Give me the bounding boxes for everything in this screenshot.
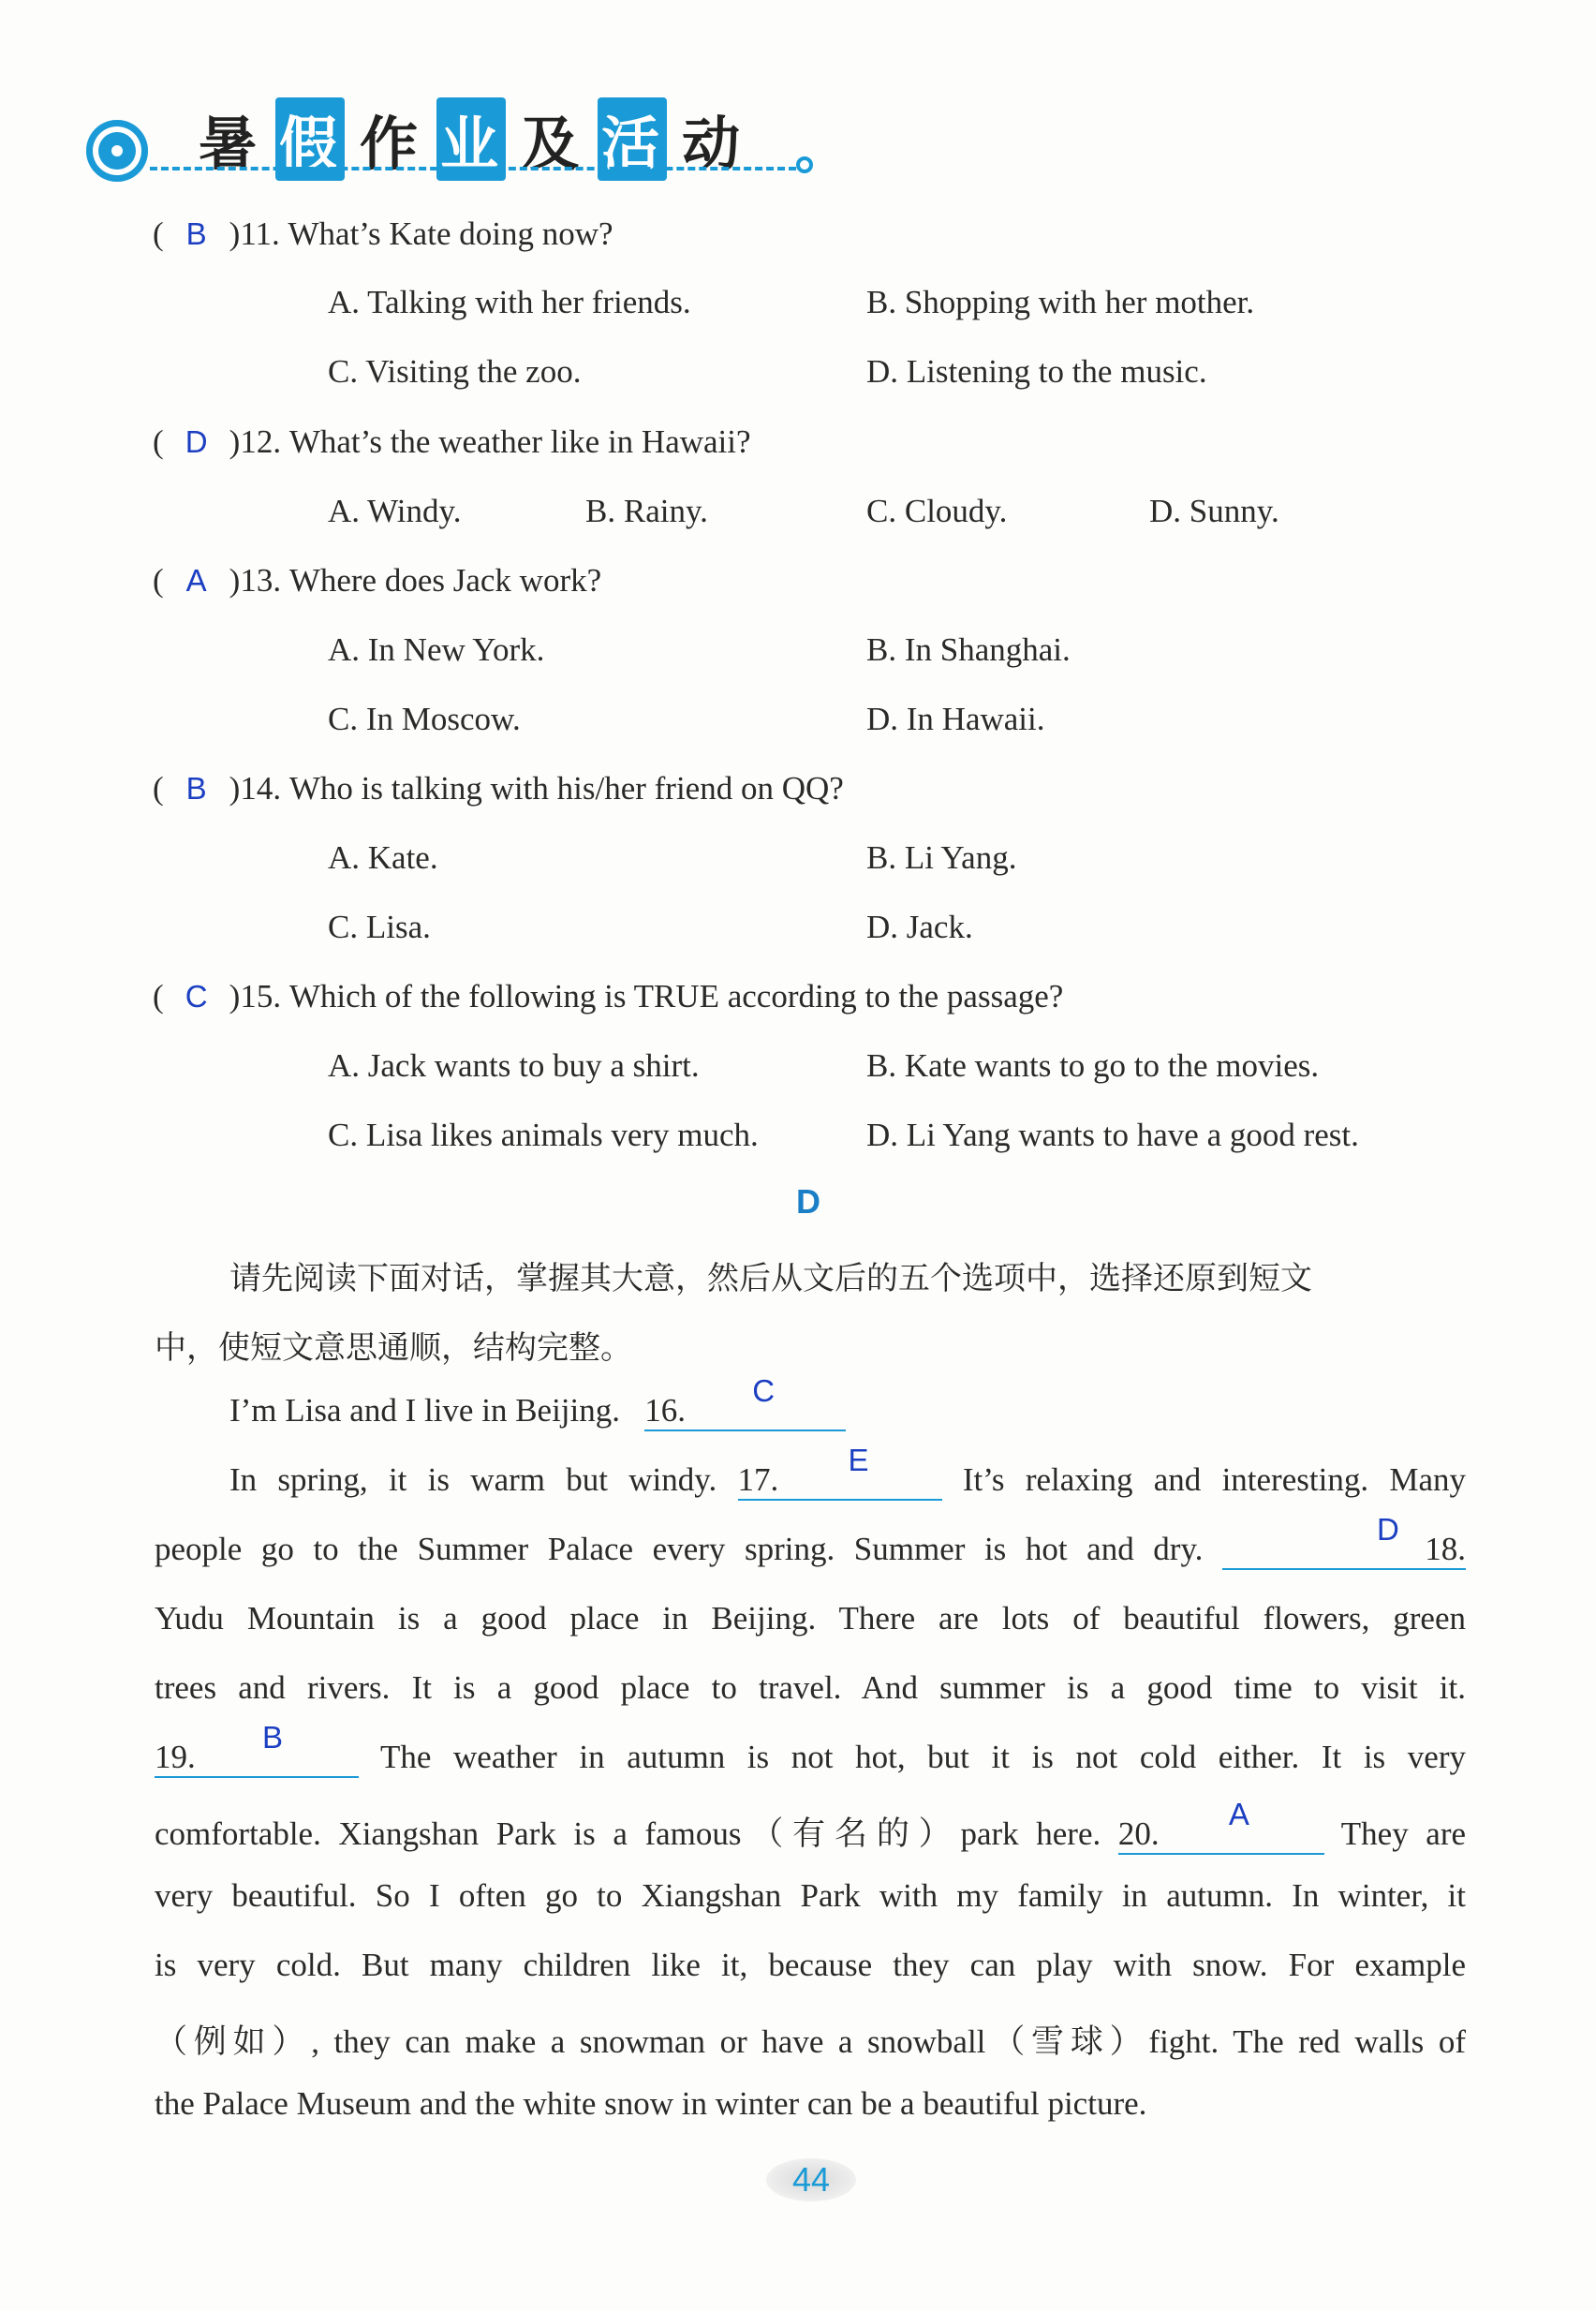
header-char: 暑	[199, 110, 261, 178]
option-13-a: A. In New York.	[328, 631, 545, 668]
question-number: 15.	[240, 978, 282, 1015]
option-14-d: D. Jack.	[866, 909, 973, 945]
answer-14: B	[185, 771, 207, 806]
option-12-a: A. Windy.	[328, 493, 462, 529]
passage-text: In spring, it is warm but windy.	[229, 1461, 717, 1498]
passage-line-2	[229, 1443, 1466, 1501]
question-text: Where does Jack work?	[288, 562, 602, 599]
answer-11: B	[185, 216, 207, 251]
blank-answer: E	[848, 1443, 869, 1477]
passage-text: people go to the Summer Palace every spring. Summer is hot and dry.	[155, 1531, 1204, 1567]
blank-16	[644, 1373, 846, 1431]
blank-answer: C	[752, 1373, 776, 1408]
option-15-d: D. Li Yang wants to have a good rest.	[866, 1117, 1359, 1153]
question-number: 13.	[240, 562, 282, 599]
option-15-a: A. Jack wants to buy a shirt.	[328, 1047, 700, 1084]
blank-20	[1117, 1797, 1324, 1855]
answer-13: A	[185, 563, 207, 598]
blank-18	[1222, 1512, 1466, 1570]
question-13: ( A )13. Where does Jack work?	[153, 562, 602, 599]
passage-text: The weather in autumn is not hot, but it is not cold either. It is very	[379, 1739, 1466, 1775]
blank-answer: B	[262, 1720, 284, 1755]
section-letter: D	[796, 1182, 820, 1221]
option-13-b: B. In Shanghai.	[866, 631, 1071, 668]
option-11-b: B. Shopping with her mother.	[866, 284, 1255, 320]
section-instruction-line2: 中，使短文意思通顺，结构完整。	[155, 1329, 632, 1367]
blank-number: 17.	[737, 1461, 779, 1498]
passage-line-11: the Palace Museum and the white snow in winter can be a beautiful picture.	[155, 2085, 1147, 2122]
passage-text: I’m Lisa and I live in Beijing.	[229, 1392, 620, 1429]
answer-12: D	[185, 424, 208, 459]
passage-line-8: very beautiful. So I often go to Xiangshan Park with my family in autumn. In winter, it	[155, 1877, 1466, 1914]
header-char-highlight: 业	[436, 97, 506, 181]
question-text: What’s the weather like in Hawaii?	[288, 423, 751, 460]
header-logo-icon	[86, 120, 148, 182]
option-14-a: A. Kate.	[328, 839, 438, 876]
question-number: 12.	[240, 423, 282, 460]
question-text: What’s Kate doing now?	[288, 215, 613, 252]
passage-text: comfortable. Xiangshan Park is a famous（有名的）park here.	[155, 1815, 1101, 1852]
question-number: 14.	[240, 770, 282, 807]
header-char-highlight: 活	[598, 97, 667, 181]
option-12-b: B. Rainy.	[585, 493, 708, 529]
question-11: ( B )11. What’s Kate doing now?	[153, 215, 613, 252]
question-15: ( C )15. Which of the following is TRUE according to the passage?	[153, 978, 1064, 1015]
option-11-d: D. Listening to the music.	[866, 353, 1207, 390]
blank-number: 19.	[155, 1739, 196, 1775]
header-char: 及	[521, 110, 584, 178]
option-11-c: C. Visiting the zoo.	[328, 353, 582, 390]
option-15-b: B. Kate wants to go to the movies.	[866, 1047, 1320, 1084]
passage-line-4: Yudu Mountain is a good place in Beijing. There are lots of beautiful flowers, green	[155, 1600, 1466, 1637]
option-12-d: D. Sunny.	[1149, 493, 1279, 529]
option-14-c: C. Lisa.	[328, 909, 431, 945]
blank-17	[737, 1443, 942, 1501]
passage-line-10: （例如）, they can make a snowman or have a snowball（雪球）fight. The red walls of	[155, 2023, 1466, 2060]
header-dashed-line	[150, 167, 796, 170]
page-number-badge	[766, 2158, 856, 2201]
section-instruction-line1: 请先阅读下面对话，掌握其大意，然后从文后的五个选项中，选择还原到短文	[229, 1260, 1312, 1297]
passage-line-3	[155, 1512, 1466, 1570]
page-number: 44	[791, 2160, 831, 2199]
question-text: Which of the following is TRUE according to the passage?	[288, 978, 1064, 1015]
option-12-c: C. Cloudy.	[866, 493, 1008, 529]
passage-text: They are	[1340, 1815, 1467, 1852]
option-11-a: A. Talking with her friends.	[328, 284, 691, 320]
header-char: 作	[360, 110, 422, 178]
passage-line-5: trees and rivers. It is a good place to travel. And summer is a good time to visit it.	[155, 1669, 1466, 1706]
blank-19	[155, 1720, 359, 1778]
blank-number: 18.	[1425, 1531, 1466, 1567]
header-char-highlight: 假	[275, 97, 345, 181]
passage-line-9: is very cold. But many children like it, because they can play with snow. For example	[155, 1947, 1466, 1983]
option-13-d: D. In Hawaii.	[866, 701, 1045, 737]
question-14: ( B )14. Who is talking with his/her friend on QQ?	[153, 770, 844, 807]
option-14-b: B. Li Yang.	[866, 839, 1017, 876]
blank-number: 20.	[1117, 1815, 1160, 1852]
header-dot-icon	[796, 156, 813, 173]
question-text: Who is talking with his/her friend on QQ?	[288, 770, 844, 807]
blank-number: 16.	[644, 1392, 686, 1429]
question-number: 11.	[240, 215, 280, 252]
passage-line-7	[155, 1797, 1467, 1855]
blank-answer: A	[1228, 1797, 1249, 1831]
header-char: 动	[682, 110, 745, 178]
option-13-c: C. In Moscow.	[328, 701, 521, 737]
question-12: ( D )12. What’s the weather like in Hawaii?	[153, 423, 751, 460]
passage-line-6	[155, 1720, 1466, 1778]
answer-15: C	[185, 979, 208, 1014]
option-15-c: C. Lisa likes animals very much.	[328, 1117, 759, 1153]
passage-text: It’s relaxing and interesting. Many	[962, 1461, 1466, 1498]
passage-line-1	[229, 1373, 1466, 1431]
blank-answer: D	[1377, 1512, 1399, 1547]
